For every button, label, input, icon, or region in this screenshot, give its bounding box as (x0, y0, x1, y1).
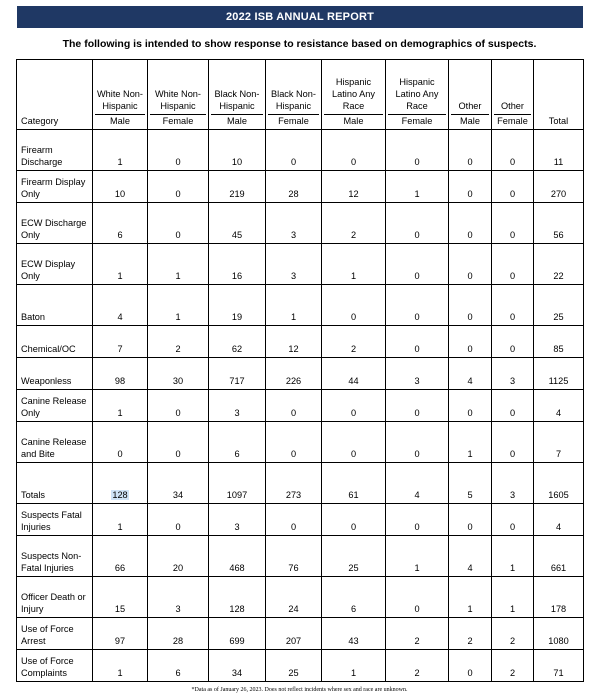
value-cell: 0 (322, 390, 386, 422)
value-cell: 3 (148, 577, 209, 618)
total-cell: 22 (534, 244, 584, 285)
value-cell: 1 (322, 650, 386, 682)
category-cell: Firearm Discharge (17, 130, 93, 171)
group-header: Other (492, 60, 534, 115)
value-cell: 0 (492, 390, 534, 422)
category-header: Category (17, 60, 93, 130)
value-cell: 0 (148, 422, 209, 463)
value-cell: 1 (93, 390, 148, 422)
value-cell: 4 (386, 463, 449, 504)
value-cell: 34 (148, 463, 209, 504)
value-cell: 0 (148, 504, 209, 536)
group-header: Hispanic Latino Any Race (322, 60, 386, 115)
group-header: Black Non-Hispanic (209, 60, 266, 115)
value-cell: 1 (148, 244, 209, 285)
value-cell: 1 (93, 504, 148, 536)
value-cell: 98 (93, 358, 148, 390)
value-cell: 0 (386, 285, 449, 326)
report-subtitle: The following is intended to show response to resistance based on demographics of suspects. (62, 38, 537, 50)
value-cell: 0 (386, 203, 449, 244)
value-cell: 0 (322, 422, 386, 463)
category-cell: Use of Force Arrest (17, 618, 93, 650)
value-cell: 0 (492, 285, 534, 326)
category-cell: Use of Force Complaints (17, 650, 93, 682)
group-header: Black Non-Hispanic (266, 60, 322, 115)
value-cell: 0 (449, 130, 492, 171)
total-cell: 661 (534, 536, 584, 577)
sex-header (209, 114, 266, 130)
group-header: White Non-Hispanic (93, 60, 148, 115)
value-cell: 20 (148, 536, 209, 577)
category-cell: Chemical/OC (17, 326, 93, 358)
table-row (17, 244, 584, 285)
value-cell: 0 (266, 422, 322, 463)
value-cell: 2 (492, 650, 534, 682)
table-row (17, 650, 584, 682)
value-cell: 207 (266, 618, 322, 650)
total-cell: 56 (534, 203, 584, 244)
value-cell: 25 (322, 536, 386, 577)
value-cell: 1 (322, 244, 386, 285)
value-cell: 4 (449, 536, 492, 577)
value-cell: 19 (209, 285, 266, 326)
total-cell: 25 (534, 285, 584, 326)
value-cell: 15 (93, 577, 148, 618)
total-cell: 71 (534, 650, 584, 682)
value-cell: 61 (322, 463, 386, 504)
value-cell: 0 (266, 130, 322, 171)
table-row (17, 326, 584, 358)
value-cell: 0 (386, 244, 449, 285)
value-cell: 3 (386, 358, 449, 390)
value-cell: 10 (209, 130, 266, 171)
table-row (17, 203, 584, 244)
value-cell: 6 (209, 422, 266, 463)
total-cell: 85 (534, 326, 584, 358)
value-cell: 0 (386, 130, 449, 171)
category-cell: Baton (17, 285, 93, 326)
value-cell: 1 (148, 285, 209, 326)
sex-label: Male (211, 114, 263, 127)
value-cell: 0 (322, 504, 386, 536)
value-cell: 0 (492, 504, 534, 536)
value-cell: 0 (148, 130, 209, 171)
total-cell: 1605 (534, 463, 584, 504)
value-cell: 0 (449, 650, 492, 682)
value-cell: 66 (93, 536, 148, 577)
value-cell: 2 (449, 618, 492, 650)
value-cell: 0 (93, 422, 148, 463)
value-cell: 3 (492, 463, 534, 504)
value-cell: 0 (386, 422, 449, 463)
value-cell: 4 (93, 285, 148, 326)
total-cell: 178 (534, 577, 584, 618)
value-cell: 1 (449, 422, 492, 463)
table-row (17, 577, 584, 618)
value-cell: 0 (449, 244, 492, 285)
category-cell: ECW Display Only (17, 244, 93, 285)
value-cell: 3 (266, 203, 322, 244)
value-cell: 0 (492, 130, 534, 171)
footnote: *Data as of January 26, 2023. Does not reflect incidents where sex and race are unknown. (191, 687, 408, 693)
group-header: White Non-Hispanic (148, 60, 209, 115)
value-cell: 0 (386, 326, 449, 358)
value-cell: 273 (266, 463, 322, 504)
total-header: Total (534, 60, 584, 130)
value-cell: 0 (386, 390, 449, 422)
demographics-table (16, 59, 584, 682)
sex-header (266, 114, 322, 130)
value-cell: 0 (449, 285, 492, 326)
sex-label: Male (95, 114, 145, 127)
sex-header (93, 114, 148, 130)
value-cell: 76 (266, 536, 322, 577)
sex-label: Male (451, 114, 489, 127)
value-cell: 16 (209, 244, 266, 285)
value-cell (93, 463, 148, 504)
value-cell: 0 (492, 244, 534, 285)
category-cell: Canine Release Only (17, 390, 93, 422)
total-cell: 7 (534, 422, 584, 463)
value-cell: 7 (93, 326, 148, 358)
table-row (17, 390, 584, 422)
table-row (17, 130, 584, 171)
value-cell: 4 (449, 358, 492, 390)
value-cell: 1 (492, 536, 534, 577)
table-row (17, 285, 584, 326)
value-cell: 28 (266, 171, 322, 203)
value-cell: 699 (209, 618, 266, 650)
table-body (17, 130, 584, 682)
value-cell: 1 (93, 650, 148, 682)
header-row (17, 60, 584, 115)
value-cell: 2 (386, 650, 449, 682)
sex-label: Female (150, 114, 206, 127)
value-cell: 0 (449, 171, 492, 203)
value-cell: 0 (386, 577, 449, 618)
sex-header-row (17, 114, 584, 130)
value-cell: 0 (322, 130, 386, 171)
total-cell: 4 (534, 390, 584, 422)
table-row (17, 358, 584, 390)
report-banner: 2022 ISB ANNUAL REPORT (17, 6, 583, 28)
value-cell: 0 (266, 390, 322, 422)
value-cell: 0 (492, 326, 534, 358)
value-cell: 1 (386, 171, 449, 203)
value-cell: 0 (322, 285, 386, 326)
sex-header (449, 114, 492, 130)
table-row (17, 536, 584, 577)
value-cell: 97 (93, 618, 148, 650)
value-cell: 1 (449, 577, 492, 618)
category-cell: Canine Release and Bite (17, 422, 93, 463)
group-header: Hispanic Latino Any Race (386, 60, 449, 115)
value-cell: 0 (492, 422, 534, 463)
total-cell: 270 (534, 171, 584, 203)
table-row (17, 463, 584, 504)
table-row (17, 504, 584, 536)
value-cell: 3 (492, 358, 534, 390)
value-cell: 34 (209, 650, 266, 682)
value-cell: 43 (322, 618, 386, 650)
total-cell: 4 (534, 504, 584, 536)
category-cell: Firearm Display Only (17, 171, 93, 203)
category-cell: Suspects Non-Fatal Injuries (17, 536, 93, 577)
table-row (17, 422, 584, 463)
category-cell: Officer Death or Injury (17, 577, 93, 618)
value-cell: 1 (93, 244, 148, 285)
value-cell: 2 (148, 326, 209, 358)
value-cell: 44 (322, 358, 386, 390)
value-cell: 0 (492, 171, 534, 203)
category-cell: Totals (17, 463, 93, 504)
value-cell: 0 (449, 390, 492, 422)
value-cell: 1 (386, 536, 449, 577)
value-cell: 468 (209, 536, 266, 577)
value-cell: 0 (449, 326, 492, 358)
value-cell: 6 (322, 577, 386, 618)
sex-label: Female (494, 114, 531, 127)
value-cell: 28 (148, 618, 209, 650)
value-cell: 1 (266, 285, 322, 326)
total-cell: 11 (534, 130, 584, 171)
value-cell: 226 (266, 358, 322, 390)
value-cell: 0 (449, 504, 492, 536)
value-cell: 219 (209, 171, 266, 203)
value-cell: 6 (93, 203, 148, 244)
table-row (17, 171, 584, 203)
sex-label: Female (268, 114, 319, 127)
value-cell: 10 (93, 171, 148, 203)
value-cell: 2 (322, 203, 386, 244)
value-cell: 0 (148, 390, 209, 422)
value-cell: 1 (93, 130, 148, 171)
value-cell: 0 (386, 504, 449, 536)
value-cell: 5 (449, 463, 492, 504)
sex-header (148, 114, 209, 130)
total-cell: 1125 (534, 358, 584, 390)
value-cell: 12 (322, 171, 386, 203)
category-cell: ECW Discharge Only (17, 203, 93, 244)
value-cell: 0 (492, 203, 534, 244)
value-cell: 12 (266, 326, 322, 358)
value-cell: 62 (209, 326, 266, 358)
sex-label: Male (324, 114, 383, 127)
total-cell: 1080 (534, 618, 584, 650)
category-cell: Weaponless (17, 358, 93, 390)
value-cell: 0 (148, 203, 209, 244)
sex-header (386, 114, 449, 130)
value-cell: 45 (209, 203, 266, 244)
value-cell: 1097 (209, 463, 266, 504)
table-row (17, 618, 584, 650)
sex-header (322, 114, 386, 130)
value-cell: 0 (148, 171, 209, 203)
sex-header (492, 114, 534, 130)
value-cell: 24 (266, 577, 322, 618)
value-cell: 1 (492, 577, 534, 618)
value-cell: 2 (492, 618, 534, 650)
sex-label: Female (388, 114, 446, 127)
category-cell: Suspects Fatal Injuries (17, 504, 93, 536)
value-cell: 30 (148, 358, 209, 390)
value-cell: 0 (266, 504, 322, 536)
value-cell: 3 (266, 244, 322, 285)
value-cell: 2 (386, 618, 449, 650)
value-cell: 25 (266, 650, 322, 682)
value-cell: 717 (209, 358, 266, 390)
selected-value[interactable]: 128 (112, 490, 128, 500)
value-cell: 6 (148, 650, 209, 682)
value-cell: 2 (322, 326, 386, 358)
value-cell: 3 (209, 390, 266, 422)
value-cell: 128 (209, 577, 266, 618)
group-header: Other (449, 60, 492, 115)
value-cell: 3 (209, 504, 266, 536)
value-cell: 0 (449, 203, 492, 244)
